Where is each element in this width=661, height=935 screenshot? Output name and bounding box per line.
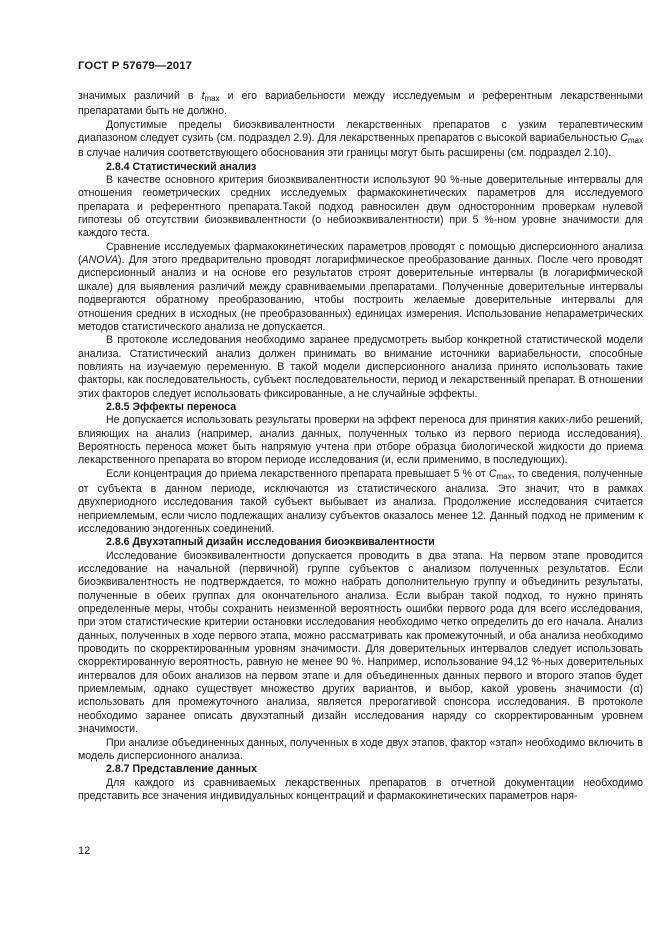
section-heading-2-8-6: 2.8.6 Двухэтапный дизайн исследования биоэквивалентности (106, 536, 435, 549)
paragraph: В качестве основного критерия биоэквивалентности используют 90 %-ные доверительные интервалы для отношения геометрических средних исследуемых фармакокинетических параметров для исследуемого препарата и референтного препарата.Такой подход равносилен двум односторонним проверкам нулевой гипотезы об отсутствии биоэквивалентности (о небиоэквивалентности) при 5 %-ном уровне значимости для каждого теста. (78, 174, 643, 240)
paragraph: Допустимые пределы биоэквивалентности лекарственных препаратов с узким терапевтическим диапазоном следует сузить (см. подраздел 2.9). Для лекарственных препаратов с высокой вариабельностью $C_{max}$ в случае наличия соответствующего обоснования эти границы могут быть расширены (см. подраздел 2.10). (78, 118, 643, 160)
section-heading-2-8-4: 2.8.4 Статистический анализ (106, 160, 257, 173)
document-header: ГОСТ Р 57679—2017 (78, 60, 193, 72)
paragraph: Если концентрация до приема лекарственного препарата превышает 5 % от $C_{max}$, то сведения, полученные от субъекта в данном периоде, исключаются из статистического анализа. Это значит, что в рамках двухпериодного исследования такой субъект выбывает из анализа. Продолжение исследования считается неприемлемым, если число подлежащих анализу субъектов оказалось менее 12. Данный подход не применим к исследованию эндогенных соединений. (78, 467, 644, 535)
document-body (78, 90, 643, 803)
paragraph: В протоколе исследования необходимо заранее предусмотреть выбор конкретной статистической модели анализа. Статистический анализ должен принимать во внимание источники вариабельности, способные повлиять на изучаемую переменную. В такой модели дисперсионного анализа принято использовать такие факторы, как последовательность, субъект последовательности, период и лекарственный препарат. В отношении этих факторов следует использовать фиксированные, а не случайные эффекты. (78, 334, 643, 400)
paragraph: значимых различий в $t_{max}$ и его вариабельности между исследуемым и референтным лекарственными препаратами быть не должно. (78, 90, 644, 118)
section-heading-2-8-5: 2.8.5 Эффекты переноса (106, 400, 237, 413)
paragraph: Не допускается использовать результаты проверки на эффект переноса для принятия каких-либо решений, влияющих на анализ (например, анализ данных, полученных только из первого периода исследования). Вероятность переноса может быть напрямую учтена при отборе образца биологической жидкости до приема лекарственного препарата во втором периоде исследования (и, если применимо, в последующих). (78, 414, 643, 467)
paragraph: Исследование биоэквивалентности допускается проводить в два этапа. На первом этапе проводится исследование на начальной (первичной) группе субъектов с анализом полученных результатов. Если биоэквивалентность не подтверждается, то можно набрать дополнительную группу и объединить результаты, полученные в обеих группах для окончательного анализа. Если выбран такой подход, то нужно принять определенные меры, чтобы сохранить неизменной вероятность ошибки первого рода для всего исследования, при этом статистические критерии остановки исследования необходимо четко определить до его начала. Анализ данных, полученных в ходе первого этапа, можно рассматривать как промежуточный, и оба анализа необходимо проводить по скорректированным уровням значимости. Для доверительных интервалов следует использовать скорректированную вероятность, равную не менее 90 %. Например, использование 94,12 %-ных доверительных интервалов для обоих анализов на первом этапе и для объединенных данных первого и второго этапов будет приемлемым, однако существует множество других вариантов, и выбор, какой уровень значимости (α) использовать для промежуточного анализа, является прерогативой спонсора исследования. В протоколе необходимо заранее описать двухэтапный дизайн исследования наряду со скорректированным уровнем значимости. (78, 549, 643, 736)
paragraph: Для каждого из сравниваемых лекарственных препаратов в отчетной документации необходимо представить все значения индивидуальных концентраций и фармакокинетических параметров наря- (78, 776, 643, 802)
paragraph: При анализе объединенных данных, полученных в ходе двух этапов, фактор «этап» необходимо включить в модель дисперсионного анализа. (78, 736, 643, 762)
page-number: 12 (78, 845, 91, 857)
paragraph: Сравнение исследуемых фармакокинетических параметров проводят с помощью дисперсионного анализа (ANOVA). Для этого предварительно проводят логарифмическое преобразование данных. После чего проводят дисперсионный анализ и на основе его результатов строят доверительные интервалы (в логарифмической шкале) для выявления различий между сравниваемыми препаратами. Полученные доверительные интервалы подвергаются обратному преобразованию, чтобы построить желаемые доверительные интервалы для отношения средних в исходных (не преобразованных) единицах измерения. Использование непараметрических методов статистического анализа не допускается. (78, 240, 643, 333)
section-heading-2-8-7: 2.8.7 Представление данных (106, 763, 257, 776)
